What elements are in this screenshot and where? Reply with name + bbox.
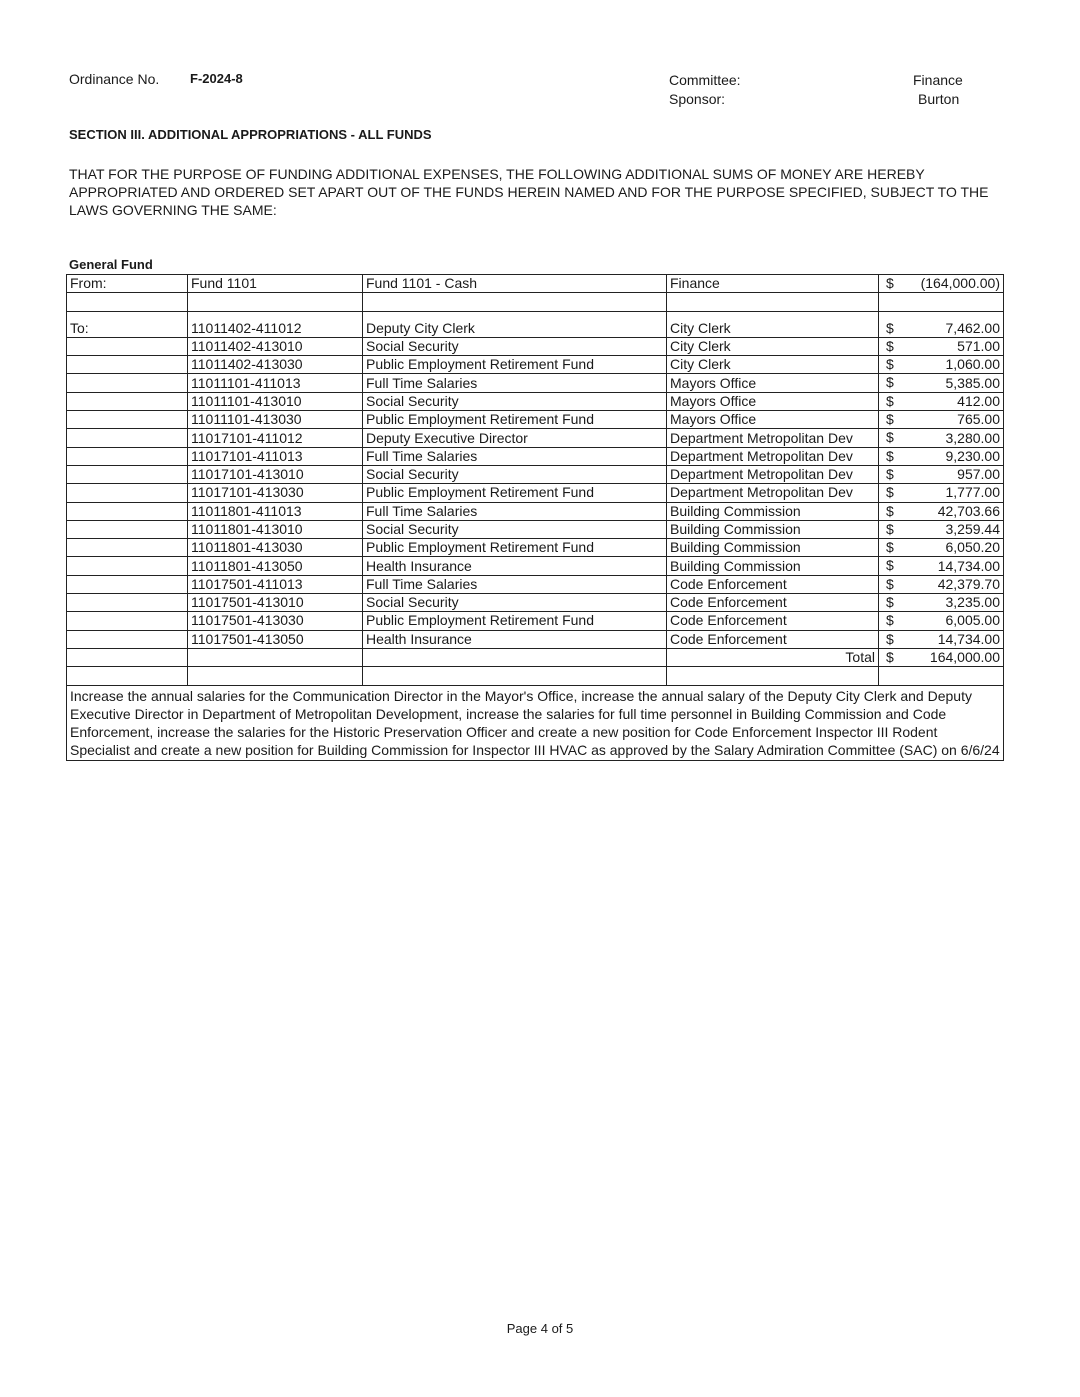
amount: 1,777.00 <box>945 484 1000 501</box>
to-label-empty <box>67 520 188 538</box>
to-label-empty <box>67 447 188 465</box>
account-code: 11017501-413050 <box>188 630 363 648</box>
to-label-empty <box>67 411 188 429</box>
account-code: 11011402-413030 <box>188 356 363 374</box>
to-label-empty <box>67 356 188 374</box>
currency-symbol: $ <box>886 539 894 556</box>
section-title: SECTION III. ADDITIONAL APPROPRIATIONS - ALL FUNDS <box>69 127 432 142</box>
account-code: 11011402-411012 <box>188 320 363 338</box>
table-row <box>67 612 1004 630</box>
table-row <box>67 392 1004 410</box>
department: Building Commission <box>667 502 879 520</box>
table-row <box>67 356 1004 374</box>
amount-cell <box>879 484 1004 502</box>
to-label-empty <box>67 594 188 612</box>
blank-row <box>67 667 1004 685</box>
account-code: 11017101-411012 <box>188 429 363 447</box>
to-label-empty <box>67 337 188 355</box>
to-label-empty <box>67 484 188 502</box>
amount-cell <box>879 612 1004 630</box>
line-description: Public Employment Retirement Fund <box>363 539 667 557</box>
department: City Clerk <box>667 320 879 338</box>
currency-symbol: $ <box>886 612 894 629</box>
table-row <box>67 337 1004 355</box>
amount-cell <box>879 374 1004 392</box>
amount: 765.00 <box>957 411 1000 428</box>
amount: 42,379.70 <box>937 575 1000 592</box>
table-row <box>67 447 1004 465</box>
department: Code Enforcement <box>667 594 879 612</box>
line-description: Public Employment Retirement Fund <box>363 356 667 374</box>
line-description: Health Insurance <box>363 557 667 575</box>
note-row <box>67 685 1004 760</box>
department: Code Enforcement <box>667 630 879 648</box>
line-description: Full Time Salaries <box>363 447 667 465</box>
line-description: Deputy Executive Director <box>363 429 667 447</box>
table-row <box>67 575 1004 593</box>
line-description: Social Security <box>363 520 667 538</box>
amount: 7,462.00 <box>945 319 1000 336</box>
from-label: From: <box>67 275 188 293</box>
currency-symbol: $ <box>886 557 894 574</box>
to-label-empty <box>67 575 188 593</box>
department: Building Commission <box>667 557 879 575</box>
account-code: 11011801-413030 <box>188 539 363 557</box>
line-description: Full Time Salaries <box>363 575 667 593</box>
ordinance-label: Ordinance No. <box>69 71 160 87</box>
appropriations-table <box>66 274 1004 761</box>
amount: 3,280.00 <box>945 429 1000 446</box>
account-code: 11011801-413010 <box>188 520 363 538</box>
line-description: Social Security <box>363 465 667 483</box>
line-description: Social Security <box>363 392 667 410</box>
amount-cell <box>879 356 1004 374</box>
currency-symbol: $ <box>886 502 894 519</box>
department: Code Enforcement <box>667 612 879 630</box>
to-label-empty <box>67 612 188 630</box>
department: City Clerk <box>667 356 879 374</box>
table-row <box>67 411 1004 429</box>
currency-symbol: $ <box>886 484 894 501</box>
account-code: 11011801-413050 <box>188 557 363 575</box>
currency-symbol: $ <box>886 411 894 428</box>
amount-cell <box>879 337 1004 355</box>
from-account: Fund 1101 <box>188 275 363 293</box>
currency-symbol: $ <box>886 520 894 537</box>
from-amount: (164,000.00) <box>920 275 1000 292</box>
total-row <box>67 648 1004 666</box>
currency-symbol: $ <box>886 319 894 336</box>
to-label-empty <box>67 392 188 410</box>
department: Department Metropolitan Dev <box>667 429 879 447</box>
amount: 3,235.00 <box>945 594 1000 611</box>
currency-symbol: $ <box>886 429 894 446</box>
amount: 42,703.66 <box>937 502 1000 519</box>
amount: 6,050.20 <box>945 539 1000 556</box>
line-description: Health Insurance <box>363 630 667 648</box>
amount: 5,385.00 <box>945 374 1000 391</box>
to-label-empty <box>67 502 188 520</box>
department: Building Commission <box>667 539 879 557</box>
account-code: 11017501-413030 <box>188 612 363 630</box>
account-code: 11011402-413010 <box>188 337 363 355</box>
amount-cell <box>879 520 1004 538</box>
to-label-empty <box>67 539 188 557</box>
amount: 571.00 <box>957 338 1000 355</box>
currency-symbol: $ <box>886 392 894 409</box>
fund-title: General Fund <box>69 257 153 272</box>
line-description: Public Employment Retirement Fund <box>363 411 667 429</box>
total-label: Total <box>667 648 879 666</box>
account-code: 11017101-413030 <box>188 484 363 502</box>
total-amount-cell <box>879 648 1004 666</box>
currency-symbol: $ <box>886 630 894 647</box>
table-row <box>67 502 1004 520</box>
currency-symbol: $ <box>886 575 894 592</box>
department: Mayors Office <box>667 374 879 392</box>
table-row <box>67 374 1004 392</box>
currency-symbol: $ <box>886 447 894 464</box>
amount: 14,734.00 <box>937 557 1000 574</box>
to-label: To: <box>67 320 188 338</box>
amount-cell <box>879 502 1004 520</box>
amount: 9,230.00 <box>945 447 1000 464</box>
page-number: Page 4 of 5 <box>506 1321 574 1336</box>
account-code: 11011101-413030 <box>188 411 363 429</box>
amount: 6,005.00 <box>945 612 1000 629</box>
line-description: Social Security <box>363 594 667 612</box>
sponsor-value: Burton <box>918 91 960 107</box>
account-code: 11011801-411013 <box>188 502 363 520</box>
amount: 1,060.00 <box>945 356 1000 373</box>
currency-symbol: $ <box>886 275 894 291</box>
department: Code Enforcement <box>667 575 879 593</box>
amount-cell <box>879 392 1004 410</box>
currency-symbol: $ <box>886 374 894 391</box>
currency-symbol: $ <box>886 337 894 354</box>
account-code: 11011101-411013 <box>188 374 363 392</box>
department: Department Metropolitan Dev <box>667 447 879 465</box>
amount: 14,734.00 <box>937 630 1000 647</box>
to-label-empty <box>67 374 188 392</box>
amount-cell <box>879 630 1004 648</box>
sponsor-label: Sponsor: <box>669 91 726 107</box>
amount: 3,259.44 <box>945 521 1000 537</box>
department: Department Metropolitan Dev <box>667 465 879 483</box>
committee-value: Finance <box>913 72 963 88</box>
currency-symbol: $ <box>886 594 894 611</box>
line-description: Full Time Salaries <box>363 502 667 520</box>
table-row <box>67 630 1004 648</box>
account-code: 11017101-411013 <box>188 447 363 465</box>
blank-row <box>67 293 1004 311</box>
amount-cell <box>879 575 1004 593</box>
table-row <box>67 539 1004 557</box>
account-code: 11017101-413010 <box>188 465 363 483</box>
account-code: 11017501-413010 <box>188 594 363 612</box>
ordinance-number: F-2024-8 <box>190 71 243 86</box>
to-label-empty <box>67 557 188 575</box>
note-text: Increase the annual salaries for the Communication Director in the Mayor's Office, increase the annual salary of the Deputy City Clerk and Deputy Executive Director in Department of Metropolitan Development, increase the salaries for full time personnel in Building Commission and Code Enforcement, increase the salaries for the Historic Preservation Officer and create a new position for Code Enforcement Inspector III Rodent Specialist and create a new position for Building Commission for Inspector III HVAC as approved by the Salary Admiration Committee (SAC) on 6/6/24 <box>67 685 1004 760</box>
table-row <box>67 465 1004 483</box>
amount-cell <box>879 557 1004 575</box>
table-row <box>67 320 1004 338</box>
to-label-empty <box>67 429 188 447</box>
amount-cell <box>879 465 1004 483</box>
from-row <box>67 275 1004 293</box>
department: City Clerk <box>667 337 879 355</box>
from-description: Fund 1101 - Cash <box>363 275 667 293</box>
account-code: 11017501-411013 <box>188 575 363 593</box>
to-label-empty <box>67 630 188 648</box>
amount-cell <box>879 429 1004 447</box>
amount-cell <box>879 539 1004 557</box>
amount: 957.00 <box>957 466 1000 483</box>
department: Mayors Office <box>667 392 879 410</box>
line-description: Public Employment Retirement Fund <box>363 612 667 630</box>
from-amount-cell <box>879 275 1004 293</box>
amount-cell <box>879 447 1004 465</box>
table-row <box>67 594 1004 612</box>
line-description: Deputy City Clerk <box>363 320 667 338</box>
department: Mayors Office <box>667 411 879 429</box>
line-description: Public Employment Retirement Fund <box>363 484 667 502</box>
intro-paragraph: THAT FOR THE PURPOSE OF FUNDING ADDITIONAL EXPENSES, THE FOLLOWING ADDITIONAL SUMS OF MONEY ARE HEREBY APPROPRIATED AND ORDERED SET APART OUT OF THE FUNDS HEREIN NAMED AND FOR THE PURPOSE SPECIFIED, SUBJECT TO THE LAWS GOVERNING THE SAME: <box>69 166 989 218</box>
table-row <box>67 557 1004 575</box>
line-description: Full Time Salaries <box>363 374 667 392</box>
table-row <box>67 429 1004 447</box>
total-amount: 164,000.00 <box>929 649 1000 666</box>
currency-symbol: $ <box>886 465 894 482</box>
committee-label: Committee: <box>669 72 741 88</box>
amount-cell <box>879 411 1004 429</box>
currency-symbol: $ <box>886 356 894 373</box>
amount-cell <box>879 594 1004 612</box>
currency-symbol: $ <box>886 648 894 665</box>
from-department: Finance <box>667 275 879 293</box>
table-row <box>67 520 1004 538</box>
amount: 412.00 <box>957 392 1000 409</box>
table-row <box>67 484 1004 502</box>
account-code: 11011101-413010 <box>188 392 363 410</box>
line-description: Social Security <box>363 337 667 355</box>
department: Department Metropolitan Dev <box>667 484 879 502</box>
to-label-empty <box>67 465 188 483</box>
department: Building Commission <box>667 520 879 538</box>
spacer-row <box>67 311 1004 320</box>
amount-cell <box>879 320 1004 338</box>
